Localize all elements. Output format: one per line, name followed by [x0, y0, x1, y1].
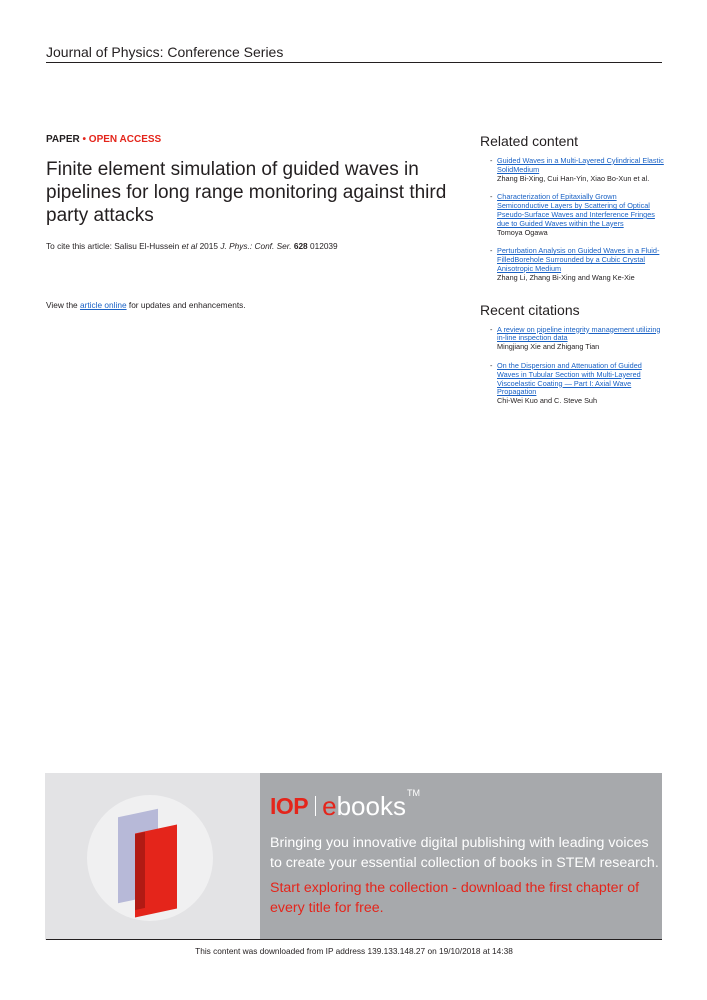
citation-item	[490, 324, 665, 352]
recent-citations-heading: Recent citations	[480, 301, 580, 318]
download-notice: This content was downloaded from IP address 139.133.148.27 on 19/10/2018 at 14:38	[46, 939, 662, 957]
view-prefix: View the	[46, 300, 80, 310]
citation-item-authors: Mingjiang Xie and Zhigang Tian	[497, 342, 600, 352]
citation-item-link[interactable]: On the Dispersion and Attenuation of Guided Waves in Tubular Section with Multi-Layered Viscoelastic Coating — Part I: Axial Wave Propagation	[497, 360, 642, 397]
related-item	[490, 156, 665, 183]
citation-item-authors: Chi-Wei Kuo and C. Steve Suh	[497, 396, 598, 406]
citation-item-link[interactable]: A review on pipeline integrity management utilizing in-line inspection data	[497, 324, 661, 343]
banner-tagline: Bringing you innovative digital publishing with leading voices to create your essential collection of books in STEM research.	[270, 835, 659, 871]
paper-label: PAPER	[46, 134, 80, 145]
cite-etal: et al	[181, 241, 198, 251]
tag-separator: •	[82, 134, 87, 145]
related-item-authors: Tomoya Ogawa	[497, 227, 548, 237]
logo-e: e	[322, 791, 337, 821]
logo-trademark: TM	[406, 788, 420, 798]
paper-title: Finite element simulation of guided waves in pipelines for long range monitoring against third party attacks	[46, 159, 447, 226]
journal-header: Journal of Physics: Conference Series	[46, 44, 662, 63]
related-item-authors: Zhang Li, Zhang Bi-Xing and Wang Ke-Xie	[497, 272, 635, 282]
cite-journal: J. Phys.: Conf. Ser.	[220, 241, 292, 251]
related-item-link[interactable]: Perturbation Analysis on Guided Waves in a Fluid-FilledBorehole Surrounded by a Cubic Crystal Anisotropic Medium	[497, 246, 660, 273]
view-online-line	[46, 300, 458, 311]
article-online-link[interactable]: article online	[79, 300, 127, 310]
banner-call-to-action[interactable]: Start exploring the collection - download the first chapter of every title for free.	[270, 880, 640, 916]
list-dash: -	[490, 324, 493, 334]
logo-iop: IOP	[270, 793, 309, 819]
list-dash: -	[490, 192, 493, 202]
citation-line	[46, 241, 458, 252]
ebooks-banner[interactable]	[45, 773, 662, 940]
related-item	[490, 192, 665, 237]
open-access-label: OPEN ACCESS	[88, 134, 162, 145]
citation-item	[490, 360, 665, 406]
logo-books: books	[336, 791, 406, 821]
iop-ebooks-logo	[270, 788, 420, 821]
banner-text-panel	[260, 773, 662, 940]
related-item-link[interactable]: Guided Waves in a Multi-Layered Cylindrical Elastic SolidMedium	[497, 156, 664, 174]
paper-info	[46, 133, 458, 311]
book-spine-icon	[135, 832, 145, 910]
list-dash: -	[490, 246, 493, 256]
sidebar	[480, 132, 665, 416]
related-content-list	[480, 157, 665, 283]
cite-volume: 628	[293, 241, 308, 251]
logo-divider	[315, 796, 316, 816]
cite-year: 2015	[197, 241, 221, 251]
cite-prefix: To cite this article: Salisu El-Hussein	[46, 241, 182, 251]
banner-graphic	[45, 773, 260, 940]
paper-tag	[46, 133, 458, 146]
list-dash: -	[490, 360, 493, 370]
recent-citations-list	[480, 326, 665, 406]
related-item-authors: Zhang Bi-Xing, Cui Han-Yin, Xiao Bo-Xun et al.	[497, 173, 650, 183]
related-content-heading: Related content	[480, 133, 579, 149]
related-item-link[interactable]: Characterization of Epitaxially Grown Semiconductive Layers by Scattering of Optical Pseudo-Surface Waves and Interference Fringes due to Guided Waves within the Layers	[497, 192, 655, 228]
related-item	[490, 246, 665, 282]
cite-number: 012039	[307, 241, 338, 251]
view-suffix: for updates and enhancements.	[126, 300, 246, 310]
list-dash: -	[490, 156, 493, 165]
